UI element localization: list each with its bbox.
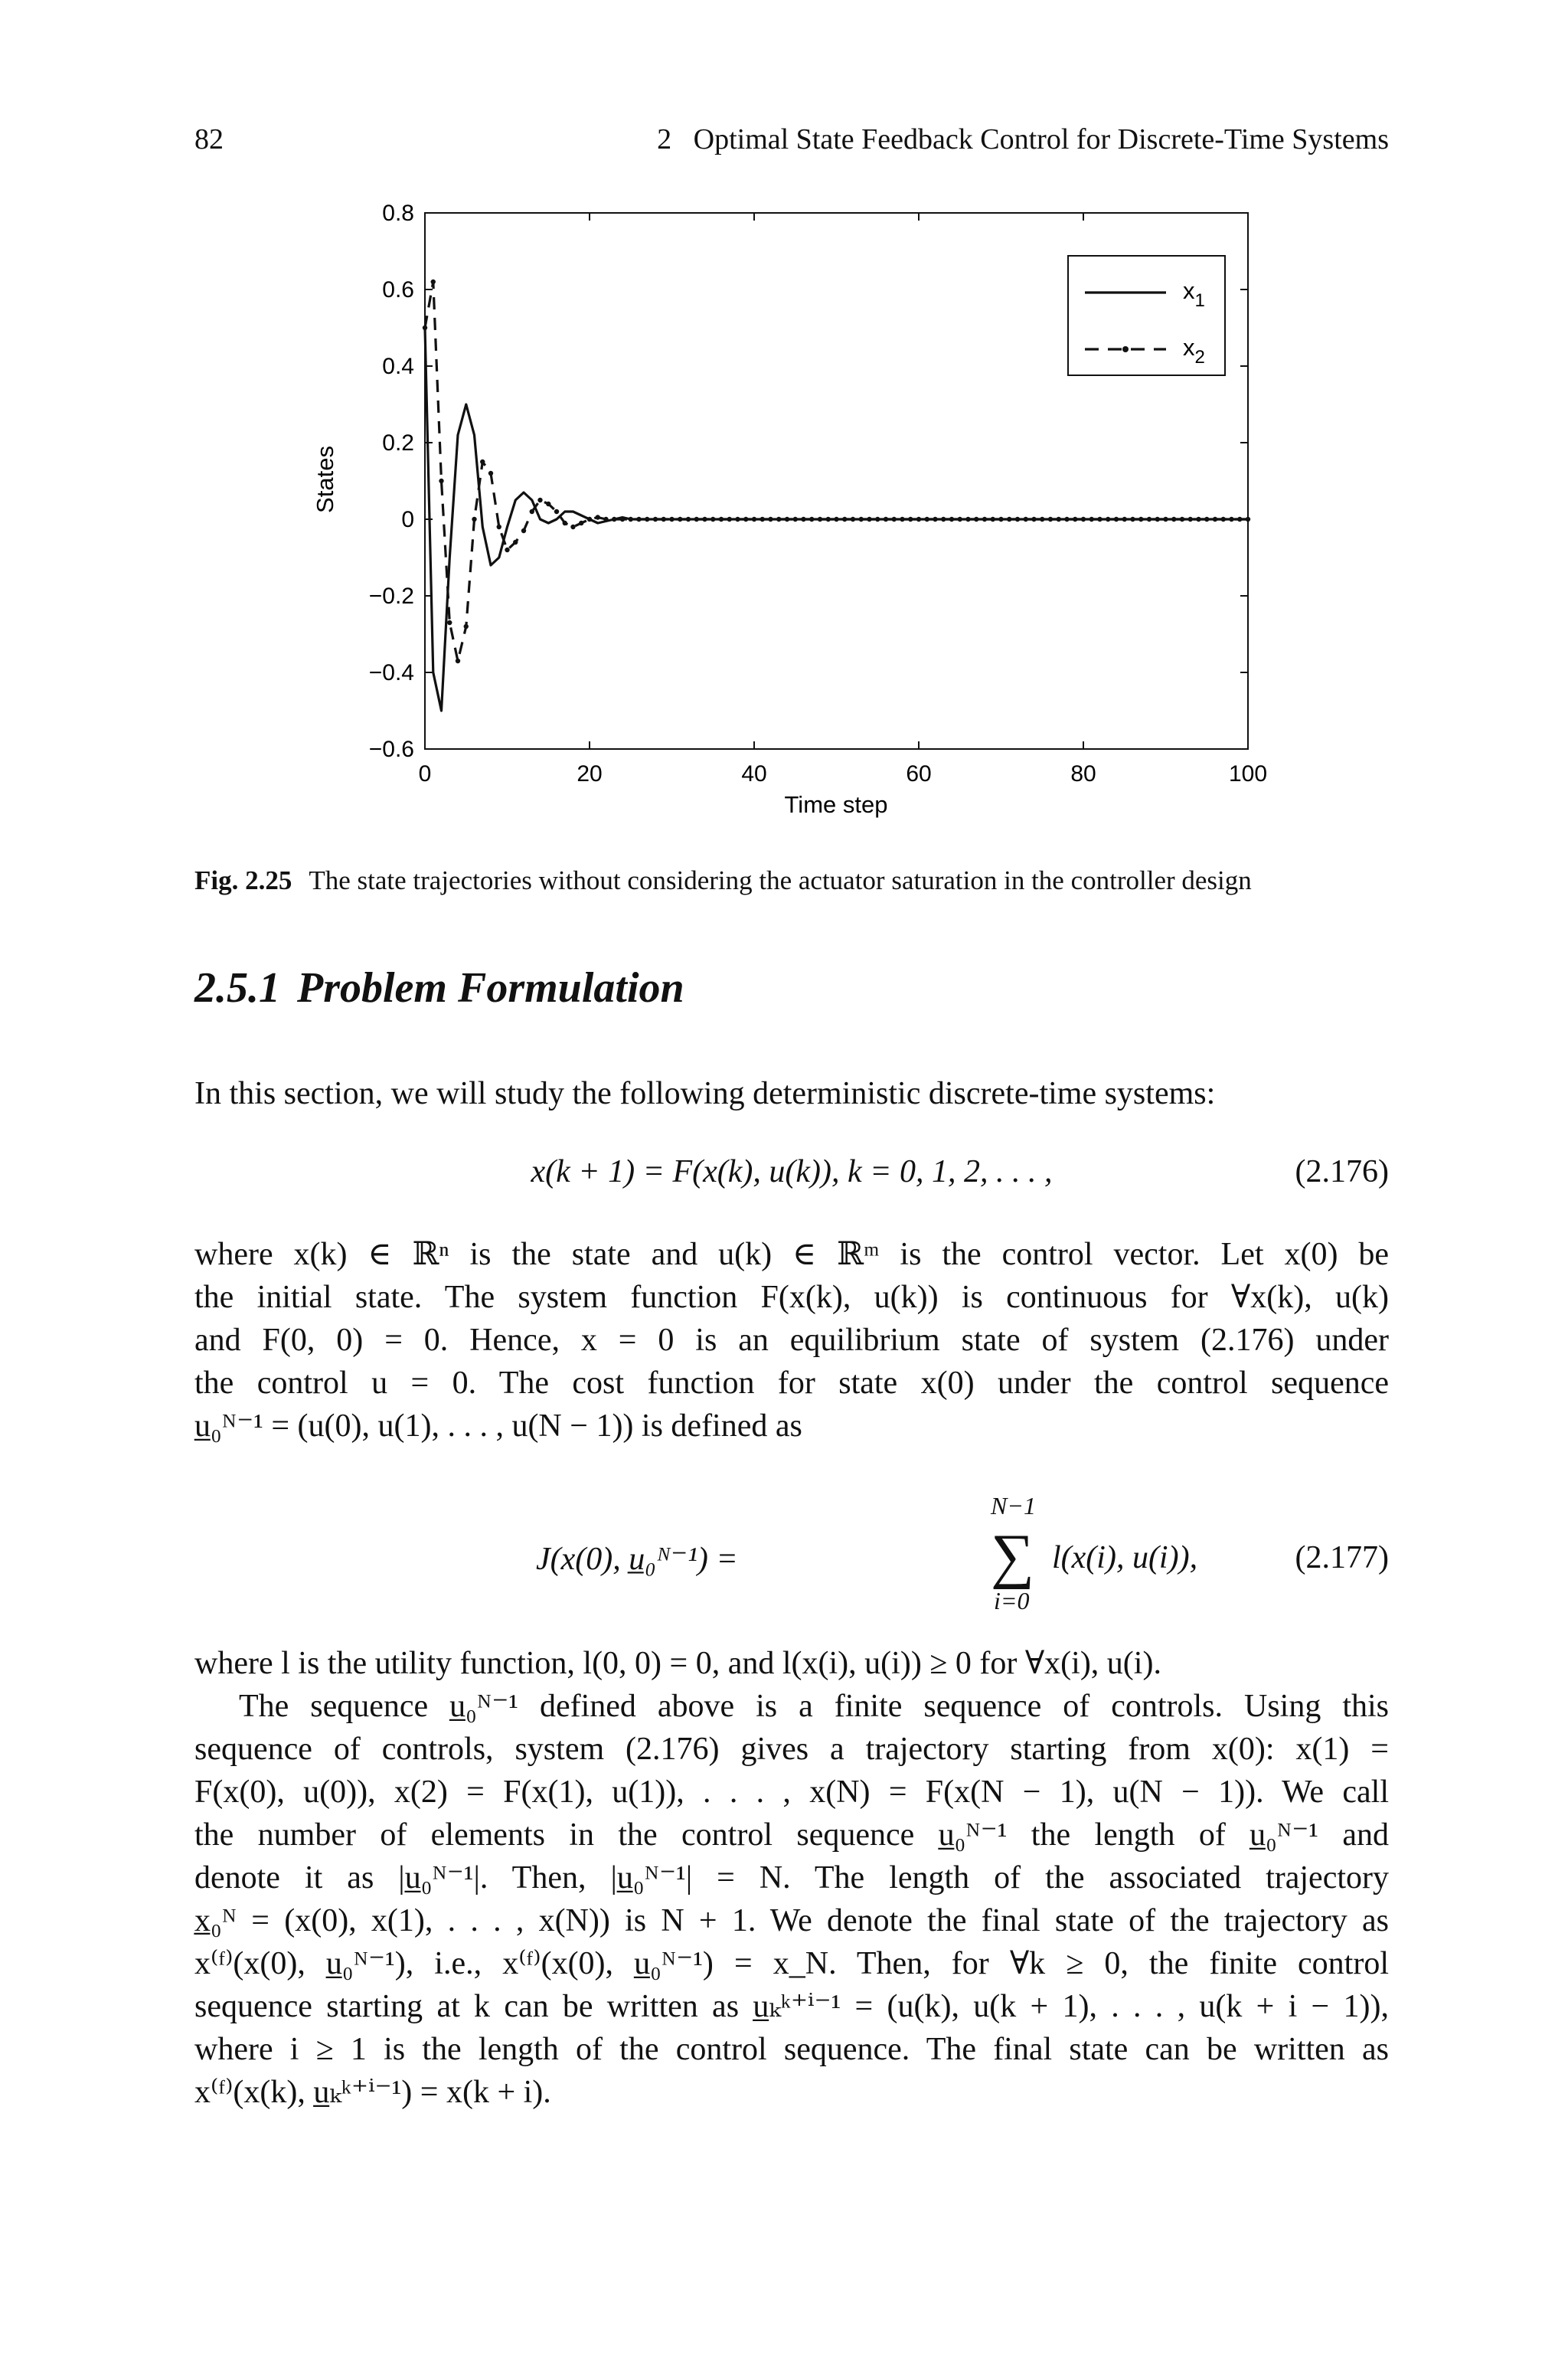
sum-lower-limit: i=0 <box>994 1587 1030 1614</box>
series-marker <box>776 517 781 522</box>
series-marker <box>727 517 732 522</box>
series-marker <box>678 517 682 522</box>
y-tick-label: 0.2 <box>382 430 414 456</box>
equation-number: (2.176) <box>1295 1154 1389 1189</box>
series-marker <box>645 517 649 522</box>
figure-caption <box>194 865 1389 896</box>
series-marker <box>1130 517 1135 522</box>
series-marker <box>546 502 550 506</box>
series-marker <box>439 479 443 483</box>
series-marker <box>662 517 666 522</box>
series-marker <box>809 517 814 522</box>
series-marker <box>743 517 748 522</box>
series-marker <box>1171 517 1176 522</box>
series-marker <box>1057 517 1061 522</box>
text-line: denote it as |u̲₀ᴺ⁻¹|. Then, |u̲₀ᴺ⁻¹| = N. The length of the associated trajectory <box>194 1860 1389 1896</box>
text-line: F(x(0), u(0)), x(2) = F(x(1), u(1)), . . . , x(N) = F(x(N − 1), u(N − 1)). We call <box>194 1775 1389 1810</box>
text-line: and F(0, 0) = 0. Hence, x = 0 is an equilibrium state of system (2.176) under <box>194 1323 1389 1358</box>
legend-label-x1: $x_1$ <box>1183 277 1205 311</box>
figure-caption-text: The state trajectories without considering the actuator saturation in the controller design <box>309 865 1252 895</box>
text-line: where i ≥ 1 is the length of the control sequence. The final state can be written as <box>194 2032 1389 2067</box>
series-marker <box>464 624 469 629</box>
summation-symbol: ∑ <box>991 1523 1035 1590</box>
series-marker <box>1081 517 1086 522</box>
y-tick-label: −0.4 <box>368 660 414 685</box>
series-marker <box>653 517 658 522</box>
series-marker <box>793 517 798 522</box>
text-line: x⁽ᶠ⁾(x(0), u̲₀ᴺ⁻¹), i.e., x⁽ᶠ⁾(x(0), u̲₀ᴺ⁻¹) = x_N. Then, for ∀k ≥ 0, the finite control <box>194 1946 1389 1981</box>
series-marker <box>710 517 715 522</box>
series-marker <box>998 517 1003 522</box>
series-marker <box>563 521 567 525</box>
state-trajectories-chart <box>299 196 1294 839</box>
legend-marker <box>1122 346 1129 352</box>
section-title: Problem Formulation <box>297 964 684 1012</box>
series-marker <box>785 517 789 522</box>
paragraph-utility <box>194 1642 1389 1685</box>
series-marker <box>1122 517 1127 522</box>
legend <box>1068 256 1225 375</box>
series-marker <box>875 517 880 522</box>
sum-upper-limit: N−1 <box>991 1492 1036 1519</box>
x-tick-label: 40 <box>741 761 767 787</box>
series-marker <box>933 517 937 522</box>
series-marker <box>768 517 773 522</box>
equation-2-177 <box>194 1492 1389 1622</box>
series-marker <box>1180 517 1184 522</box>
series-marker <box>958 517 962 522</box>
series-marker <box>908 517 913 522</box>
series-marker <box>1237 517 1242 522</box>
text-line: the control u = 0. The cost function for state x(0) under the control sequence <box>194 1366 1389 1401</box>
y-tick-label: 0.6 <box>382 277 414 303</box>
y-axis-label: States <box>312 446 338 513</box>
series-marker <box>686 517 691 522</box>
series-marker <box>1196 517 1200 522</box>
series-marker <box>1147 517 1152 522</box>
text-line: the initial state. The system function F(x(k), u(k)) is continuous for ∀x(k), u(k) <box>194 1280 1389 1315</box>
series-marker <box>916 517 921 522</box>
series-marker <box>842 517 847 522</box>
equation-body: x(k + 1) = F(x(k), u(k)), k = 0, 1, 2, . . . , <box>531 1154 1053 1189</box>
series-marker <box>497 525 501 529</box>
x-tick-label: 100 <box>1228 761 1268 787</box>
text-line: the number of elements in the control sequence u̲₀ᴺ⁻¹ the length of u̲₀ᴺ⁻¹ and <box>194 1817 1389 1853</box>
series-marker <box>587 517 592 522</box>
series-marker <box>834 517 838 522</box>
series-marker <box>884 517 888 522</box>
series-marker <box>488 471 493 476</box>
series-marker <box>982 517 987 522</box>
series-marker <box>530 509 534 514</box>
series-marker <box>760 517 765 522</box>
y-tick-label: 0.8 <box>382 201 414 226</box>
series-marker <box>1229 517 1233 522</box>
series-marker <box>965 517 970 522</box>
series-marker <box>579 521 583 525</box>
series-marker <box>629 517 633 522</box>
series-marker <box>596 515 600 519</box>
text-line: In this section, we will study the following deterministic discrete-time systems: <box>194 1076 1216 1111</box>
series-marker <box>1015 517 1020 522</box>
running-title: 2 Optimal State Feedback Control for Discrete-Time Systems <box>657 123 1389 155</box>
equation-rhs: l(x(i), u(i)), <box>1052 1540 1198 1575</box>
series-marker <box>801 517 805 522</box>
series-marker <box>505 548 509 552</box>
text-line: where l is the utility function, l(0, 0) = 0, and l(x(i), u(i)) ≥ 0 for ∀x(i), u(i). <box>194 1646 1161 1681</box>
series-marker <box>612 517 616 522</box>
y-tick-label: −0.2 <box>368 584 414 609</box>
series-marker <box>818 517 822 522</box>
series-marker <box>1073 517 1077 522</box>
text-line: u̲₀ᴺ⁻¹ = (u(0), u(1), . . . , u(N − 1)) is defined as <box>194 1408 802 1444</box>
series-marker <box>949 517 954 522</box>
x-tick-label: 20 <box>577 761 603 787</box>
paragraph-cost-definition <box>194 1233 1389 1447</box>
series-marker <box>1155 517 1160 522</box>
series-marker <box>1106 517 1110 522</box>
series-marker <box>1163 517 1168 522</box>
text-line: x⁽ᶠ⁾(x(k), u̲ₖᵏ⁺ⁱ⁻¹) = x(k + i). <box>194 2075 551 2110</box>
series-marker <box>521 528 526 533</box>
series-marker <box>892 517 897 522</box>
series-marker <box>1048 517 1053 522</box>
series-marker <box>456 659 460 663</box>
series-marker <box>1204 517 1209 522</box>
text-line: x̲₀ᴺ = (x(0), x(1), . . . , x(N)) is N + 1. We denote the final state of the trajectory as <box>194 1903 1389 1938</box>
series-marker <box>735 517 740 522</box>
series-marker <box>431 280 436 284</box>
series-marker <box>1064 517 1069 522</box>
paragraph-control-sequence <box>194 1685 1389 2114</box>
equation-2-176 <box>194 1153 1389 1199</box>
series-marker <box>941 517 946 522</box>
intro-paragraph <box>194 1072 1389 1115</box>
text-line: sequence starting at k can be written as u̲ₖᵏ⁺ⁱ⁻¹ = (u(k), u(k + 1), . . . , u(k + i − 1)), <box>194 1989 1389 2024</box>
series-marker <box>537 498 542 502</box>
series-marker <box>669 517 674 522</box>
series-marker <box>603 517 608 522</box>
series-marker <box>1138 517 1143 522</box>
y-tick-label: 0.4 <box>382 354 414 379</box>
series-marker <box>702 517 707 522</box>
running-head <box>194 123 1389 161</box>
series-marker <box>826 517 831 522</box>
series-marker <box>974 517 978 522</box>
series-marker <box>1188 517 1193 522</box>
series-marker <box>719 517 724 522</box>
series-marker <box>423 325 427 330</box>
x-tick-label: 60 <box>906 761 932 787</box>
series-marker <box>694 517 699 522</box>
x-tick-label: 0 <box>418 761 432 787</box>
section-heading <box>194 963 684 1012</box>
series-marker <box>859 517 864 522</box>
x-axis-label: Time step <box>784 791 888 818</box>
series-marker <box>554 509 559 514</box>
text-line: The sequence u̲₀ᴺ⁻¹ defined above is a finite sequence of controls. Using this <box>239 1689 1389 1724</box>
section-number: 2.5.1 <box>194 964 280 1012</box>
series-marker <box>513 540 518 545</box>
series-marker <box>1213 517 1217 522</box>
figure-label: Fig. 2.25 <box>194 865 292 895</box>
series-marker <box>1221 517 1226 522</box>
equation-lhs: J(x(0), u̲₀ᴺ⁻¹) = <box>536 1542 738 1577</box>
series-marker <box>570 525 575 529</box>
series-marker <box>1114 517 1119 522</box>
series-marker <box>900 517 904 522</box>
equation-number: (2.177) <box>1295 1540 1389 1575</box>
y-tick-label: −0.6 <box>368 737 414 762</box>
text-line: sequence of controls, system (2.176) gives a trajectory starting from x(0): x(1) = <box>194 1732 1389 1767</box>
series-marker <box>752 517 756 522</box>
x-tick-label: 80 <box>1070 761 1096 787</box>
series-marker <box>1246 517 1250 522</box>
series-marker <box>620 517 625 522</box>
series-marker <box>1089 517 1094 522</box>
series-marker <box>636 517 641 522</box>
series-marker <box>480 460 485 464</box>
series-marker <box>1040 517 1044 522</box>
series-marker <box>1007 517 1011 522</box>
series-marker <box>867 517 871 522</box>
page-number: 82 <box>194 123 224 155</box>
legend-label-x2: $x_2$ <box>1183 334 1205 368</box>
series-marker <box>1024 517 1028 522</box>
y-tick-label: 0 <box>401 507 414 532</box>
series-marker <box>1097 517 1102 522</box>
series-marker <box>851 517 855 522</box>
series-marker <box>472 517 476 522</box>
series-marker <box>925 517 929 522</box>
text-line: where x(k) ∈ ℝⁿ is the state and u(k) ∈ ℝᵐ is the control vector. Let x(0) be <box>194 1237 1389 1272</box>
series-marker <box>991 517 995 522</box>
series-marker <box>447 620 452 625</box>
series-marker <box>1031 517 1036 522</box>
